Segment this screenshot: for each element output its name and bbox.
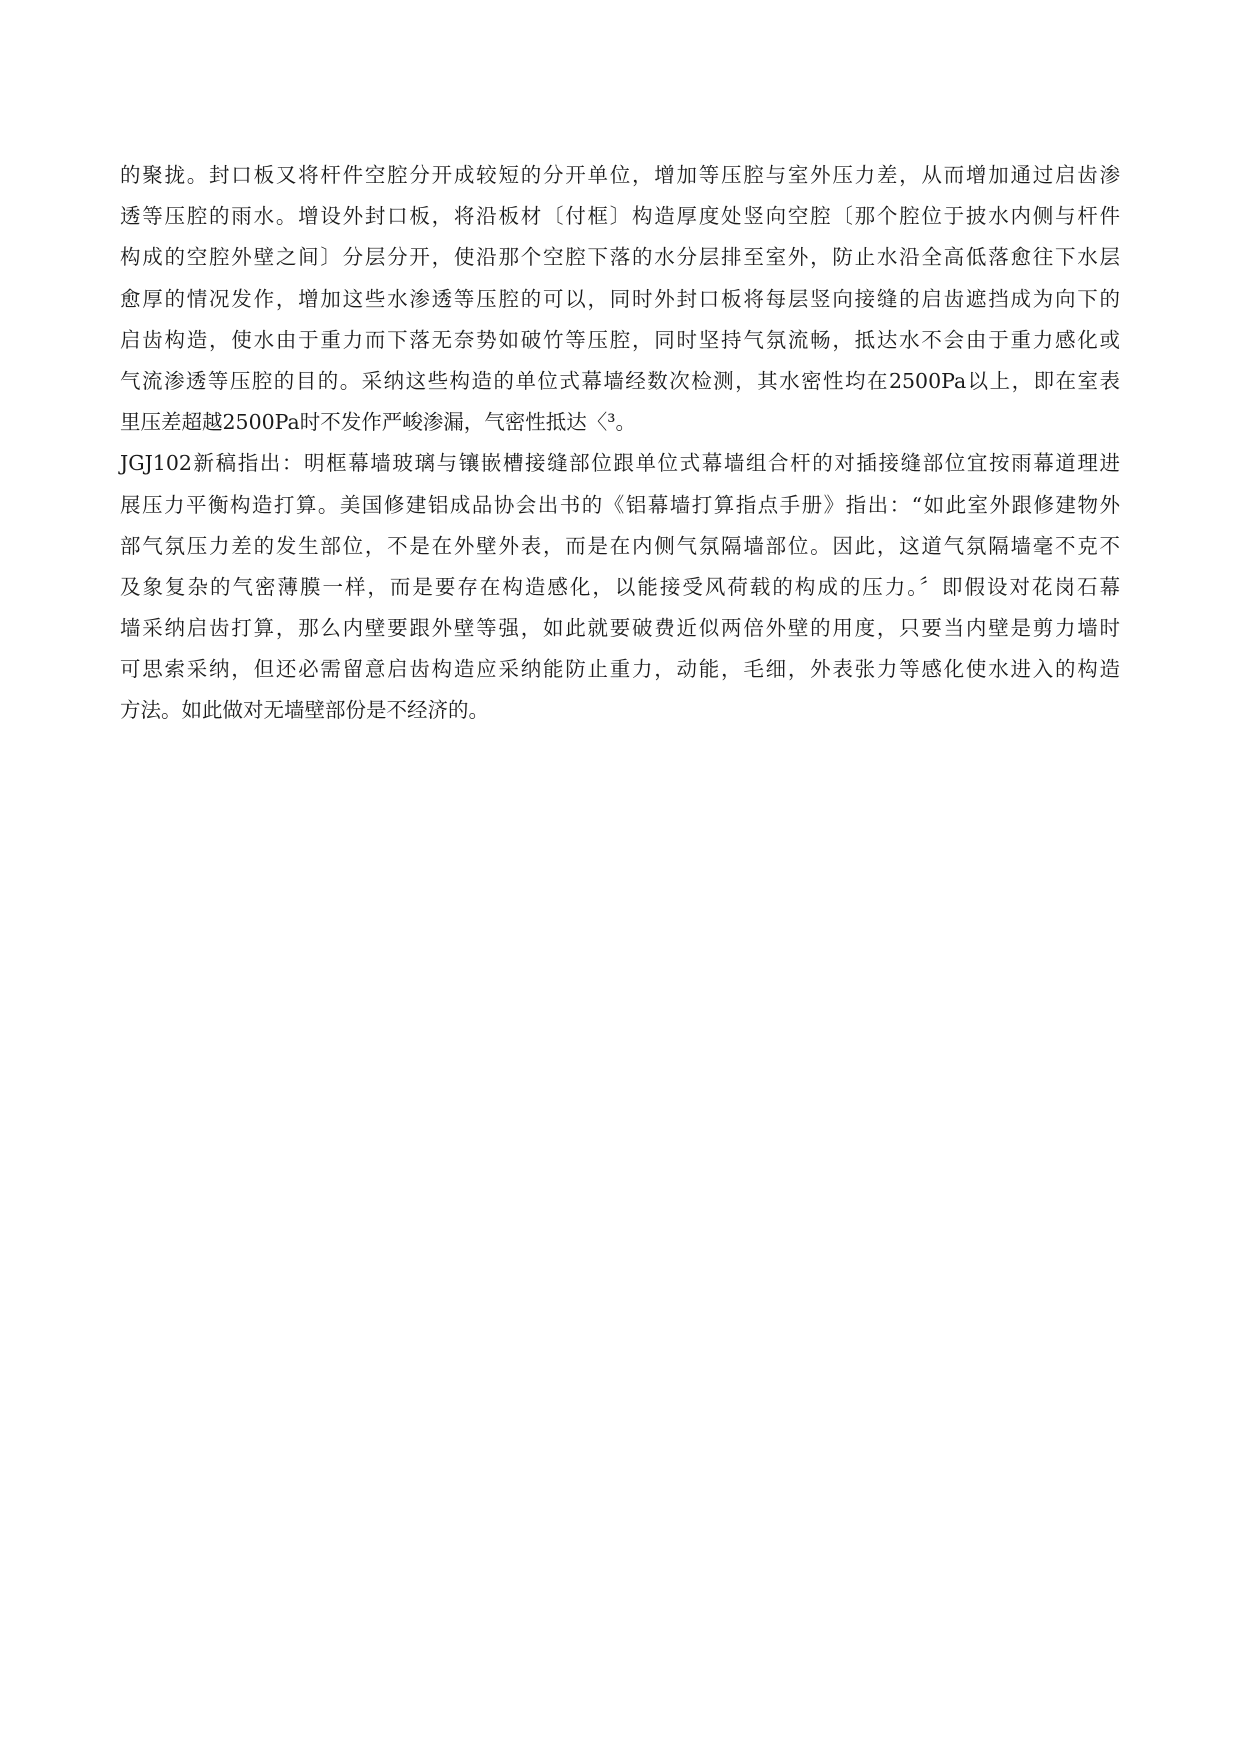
body-text — [120, 155, 1120, 732]
text-line: 透等压腔的雨水。增设外封口板，将沿板材〔付框〕构造厚度处竖向空腔〔那个腔位于披水内侧与杆件 — [120, 204, 1120, 229]
text-line: 展压力平衡构造打算。美国修建铝成品协会出书的《铝幕墙打算指点手册》指出：“如此室外跟修建物外 — [120, 492, 1120, 517]
text-line: 墙采纳启齿打算，那么内壁要跟外壁等强，如此就要破费近似两倍外壁的用度，只要当内壁是剪力墙时 — [120, 616, 1120, 641]
text-line: 愈厚的情况发作，增加这些水渗透等压腔的可以，同时外封口板将每层竖向接缝的启齿遮挡成为向下的 — [120, 286, 1120, 311]
paragraph-1 — [120, 155, 1120, 443]
text-line: 构成的空腔外壁之间〕分层分开，使沿那个空腔下落的水分层排至室外，防止水沿全高低落愈往下水层 — [120, 245, 1120, 270]
text-line: 的聚拢。封口板又将杆件空腔分开成较短的分开单位，增加等压腔与室外压力差，从而增加通过启齿渗 — [120, 163, 1120, 187]
text-line: JGJ102新稿指出：明框幕墙玻璃与镶嵌槽接缝部位跟单位式幕墙组合杆的对插接缝部位宜按雨幕道理进 — [120, 451, 1120, 476]
text-line: 可思索采纳，但还必需留意启齿构造应采纳能防止重力，动能，毛细，外表张力等感化使水进入的构造 — [120, 657, 1120, 682]
text-line: 及象复杂的气密薄膜一样，而是要存在构造感化，以能接受风荷载的构成的压力。〞即假设对花岗石幕 — [120, 574, 1120, 599]
text-line: 气流渗透等压腔的目的。采纳这些构造的单位式幕墙经数次检测，其水密性均在2500Pa以上，即在室表 — [120, 368, 1120, 393]
text-line: 部气氛压力差的发生部位，不是在外壁外表，而是在内侧气氛隔墙部位。因此，这道气氛隔墙毫不克不 — [120, 533, 1120, 558]
paragraph-2 — [120, 443, 1120, 731]
text-line: 里压差超越2500Pa时不发作严峻渗漏，气密性抵达〈³。 — [120, 410, 636, 435]
text-line: 启齿构造，使水由于重力而下落无奈势如破竹等压腔，同时坚持气氛流畅，抵达水不会由于重力感化或 — [120, 327, 1120, 352]
text-line: 方法。如此做对无墙壁部份是不经济的。 — [120, 698, 489, 723]
